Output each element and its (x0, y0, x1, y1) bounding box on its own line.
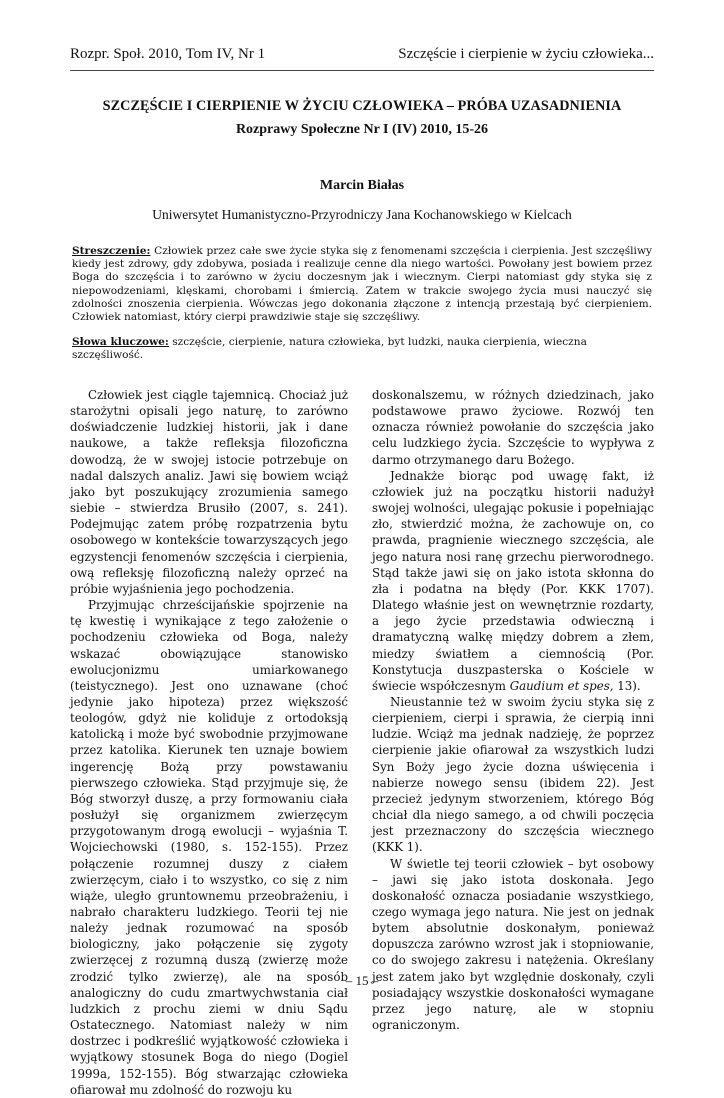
abstract-text: Człowiek przez całe swe życie styka się z fenomenami szczęścia i cierpienia. Jest szczęśliwy kiedy jest zdrowy, gdy zdobywa, posiada i realizuje cenne dla niego wartości. Powołany jest bowiem przez Boga do szczęścia i to zarówno w życiu doczesnym jak i wiecznym. Cierpi natomiast gdy styka się z niepowodzeniami, klęskami, chorobami i śmiercią. Zatem w trakcie swojego życia musi nauczyć się zdolności znoszenia cierpienia. Wówczas jego dokonania złączone z intencją przestają być cierpieniem. Człowiek natomiast, który cierpi prawdziwie staje się szczęśliwy. (72, 245, 653, 324)
body-paragraph: Nieustannie też w swoim życiu styka się z cierpieniem, cierpi i sprawia, że cierpią inni ludzie. Wciąż ma jednak nadzieję, że poprzez cierpienie jakie ofiarował za wszystkich ludzi Syn Boży jego życie dozna uświęcenia i nabierze nowego sensu (ibidem 22). Jest przecież jedynym stworzeniem, którego Bóg chciał dla niego samego, a od chwili poczęcia jest przeznaczony do szczęścia wiecznego (KKK 1). (372, 694, 654, 855)
running-title: Szczęście i cierpienie w życiu człowieka... (398, 46, 654, 62)
author-affiliation: Uniwersytet Humanistyczno-Przyrodniczy Jana Kochanowskiego w Kielcach (152, 207, 572, 222)
keywords-label: Słowa kluczowe: (72, 336, 169, 348)
document-title-italic: Gaudium et spes, (509, 678, 614, 693)
author-name: Marcin Białas (319, 178, 405, 193)
body-paragraph-continued: doskonalszemu, w różnych dziedzinach, jako podstawowe prawo życiowe. Rozwój ten oznacza również powołanie do szczęścia jako celu ludzkiego życia. Szczęście to wypływa z darmo otrzymanego daru Bożego. (372, 388, 654, 467)
body-paragraph: Człowiek jest ciągle tajemnicą. Chociaż już starożytni opisali jego naturę, to zarówno doświadczenie ludzkiej historii, jak i dane naukowe, a także refleksja filozoficzna dowodzą, że w swojej istocie potrzebuje on nadal dalszych analiz. Jawi się bowiem wciąż jako byt poszukujący zrozumienia samego siebie – stwierdza Brusiło (2007, s. 241). Podejmując zatem próbę rozpatrzenia bytu osobowego w kontekście towarzyszących jego egzystencji fenomenów szczęścia i cierpienia, ową refleksję filozoficzną należy oprzeć na próbie wyjaśnienia jego pochodzenia. (70, 388, 348, 596)
page-number: – 15 – (345, 973, 379, 988)
article-title: SZCZĘŚCIE I CIERPIENIE W ŻYCIU CZŁOWIEKA – PRÓBA UZASADNIENIA (102, 98, 622, 114)
body-paragraph: Przyjmując chrześcijańskie spojrzenie na tę kwestię i wynikające z tego założenie o pochodzeniu człowieka od Boga, należy wskazać obowiązujące stanowisko ewolucjonizmu umiarkowanego (teistycznego). Jest ono uznawane (choć jedynie jako hipoteza) przez większość teologów, gdyż nie koliduje z ortodoksją katolicką i może być swobodnie przyjmowane przez katolika. Kierunek ten uznaje bowiem ingerencję Bożą przy powstawaniu pierwszego człowieka. Stąd przyjmuje się, że Bóg stworzył duszę, a przy formowaniu ciała posłużył się organizmem zwierzęcym przygotowanym drogą ewolucji – wyjaśnia T. Wojciechowski (1980, s. 152-155). Przez połączenie rozumnej duszy z ciałem zwierzęcym, ciało i to wszystko, co się z nim wiąże, uległo gruntownemu przeobrażeniu, i nabrało charakteru ludzkiego. Teorii tej nie należy jednak rozumować na sposób biologiczny, jako połączenie się zygoty zwierzęcej z rozumną duszą (zwierzę może zrodzić tylko zwierzę), ale na sposób analogiczny do cudu zmartwychwstania ciał ludzkich z prochu ziemi w dniu Sądu Ostatecznego. Natomiast należy w nim dostrzec i podkreślić wyjątkowość człowieka i wyjątkowy stosunek Boga do niego (Dogiel 1999a, 152-155). Bóg stwarzając człowieka ofiarował mu zdolność do rozwoju ku (70, 598, 348, 1097)
running-header (70, 40, 654, 71)
article-citation: Rozprawy Społeczne Nr I (IV) 2010, 15-26 (235, 122, 489, 137)
abstract-label: Streszczenie: (72, 245, 151, 257)
abstract (72, 245, 652, 324)
journal-reference: Rozpr. Społ. 2010, Tom IV, Nr 1 (70, 46, 266, 62)
keywords (72, 336, 652, 362)
body-column-left (70, 387, 348, 1098)
body-text: Jednakże biorąc pod uwagę fakt, iż człowiek już na początku historii nadużył swojej wolności, ulegając pokusie i popełniając zło, stwierdzić można, że zachowuje on, co prawda, pragnienie wiecznego szczęścia, ale jego natura nosi ranę grzechu pierworodnego. Stąd także jawi się on jako istota skłonna do zła i podatna na błędy (Por. KKK 1707). Dlatego właśnie jest on wewnętrznie rozdarty, a jego życie przedstawia odwieczną i dramatyczną walkę między dobrem a złem, miedzy światłem a ciemnością (Por. Konstytucja duszpasterska o Kościele w świecie współczesnym (372, 468, 654, 693)
title-block (70, 98, 654, 138)
body-paragraph (372, 468, 654, 694)
body-text: 13). (613, 678, 641, 693)
body-paragraph: W świetle tej teorii człowiek – byt osobowy – jawi się jako istota doskonała. Jego doskonałość oznacza posiadanie wszystkiego, czego wymaga jego natura. Nie jest on jednak bytem absolutnie doskonałym, ponieważ dopuszcza zarówno wzrost jak i stopniowanie, co do swojego zakresu i natężenia. Określany jest zatem jako byt względnie doskonały, czyli posiadający wszystkie doskonałości wymagane przez jego naturę, ale w stopniu ograniczonym. (372, 856, 654, 1033)
body-column-right (372, 387, 654, 1033)
keywords-text: szczęście, cierpienie, natura człowieka, byt ludzki, nauka cierpienia, wieczna szczęśliwość. (72, 336, 587, 362)
